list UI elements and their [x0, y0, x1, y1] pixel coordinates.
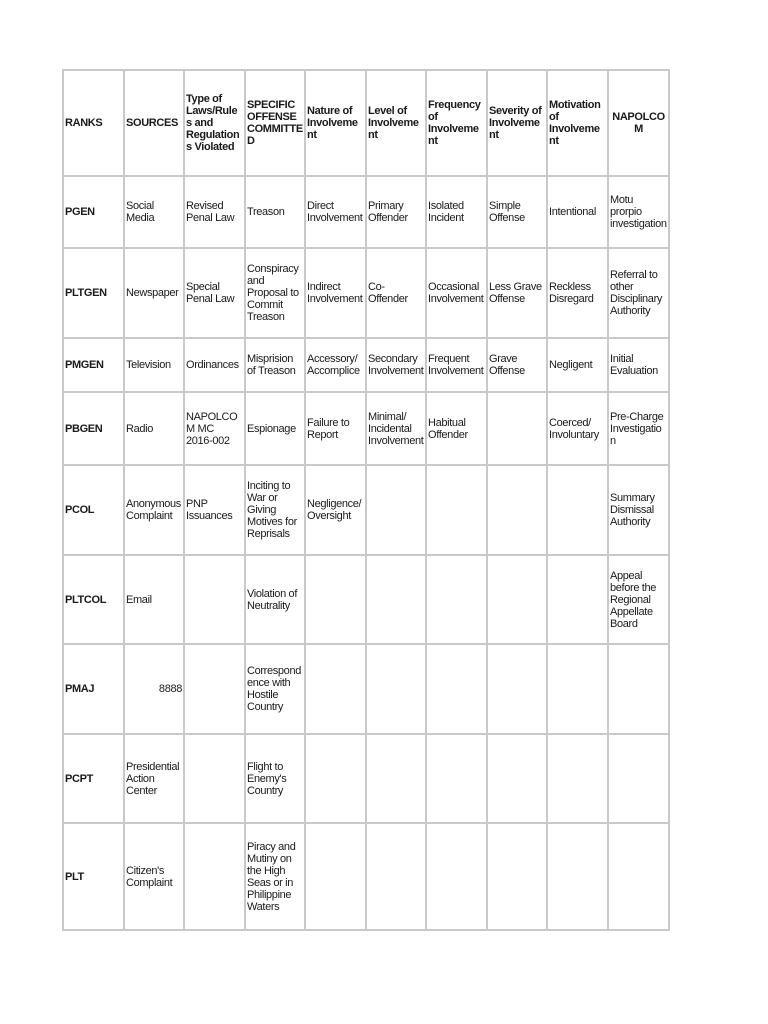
motivation-cell	[547, 823, 608, 930]
source-cell: Newspaper	[124, 248, 184, 338]
motivation-cell: Negligent	[547, 338, 608, 392]
source-cell: Anonymous Complaint	[124, 465, 184, 555]
law-type-cell: Ordinances	[184, 338, 245, 392]
table-row	[63, 338, 669, 392]
motivation-cell	[547, 734, 608, 823]
severity-cell	[487, 823, 547, 930]
severity-cell	[487, 734, 547, 823]
header-cell-type-of-laws: Type of Laws/Rules and Regulations Violated	[184, 70, 245, 176]
severity-cell: Less Grave Offense	[487, 248, 547, 338]
source-cell: Citizen's Complaint	[124, 823, 184, 930]
law-type-cell: Revised Penal Law	[184, 176, 245, 248]
offense-cell: Violation of Neutrality	[245, 555, 305, 644]
level-cell: Secondary Involvement	[366, 338, 426, 392]
level-cell	[366, 644, 426, 734]
severity-cell	[487, 644, 547, 734]
nature-cell: Direct Involvement	[305, 176, 366, 248]
rank-cell: PLTGEN	[63, 248, 124, 338]
law-type-cell: Special Penal Law	[184, 248, 245, 338]
severity-cell	[487, 465, 547, 555]
table-row	[63, 734, 669, 823]
header-cell-sources: SOURCES	[124, 70, 184, 176]
offense-cell: Correspondence with Hostile Country	[245, 644, 305, 734]
header-cell-severity: Severity of Involvement	[487, 70, 547, 176]
frequency-cell	[426, 644, 487, 734]
nature-cell	[305, 734, 366, 823]
rank-cell: PCPT	[63, 734, 124, 823]
level-cell	[366, 823, 426, 930]
source-cell: 8888	[124, 644, 184, 734]
offense-cell: Piracy and Mutiny on the High Seas or in Philippine Waters	[245, 823, 305, 930]
napolcom-cell: Pre-Charge Investigation	[608, 392, 669, 465]
table-row	[63, 392, 669, 465]
law-type-cell	[184, 734, 245, 823]
nature-cell	[305, 644, 366, 734]
nature-cell: Negligence/ Oversight	[305, 465, 366, 555]
nature-cell: Accessory/ Accomplice	[305, 338, 366, 392]
header-cell-ranks: RANKS	[63, 70, 124, 176]
severity-cell	[487, 555, 547, 644]
table-row	[63, 823, 669, 930]
napolcom-cell: Referral to other Disciplinary Authority	[608, 248, 669, 338]
nature-cell	[305, 555, 366, 644]
header-cell-specific-offense: SPECIFIC OFFENSE COMMITTED	[245, 70, 305, 176]
motivation-cell	[547, 555, 608, 644]
frequency-cell: Habitual Offender	[426, 392, 487, 465]
frequency-cell: Occasional Involvement	[426, 248, 487, 338]
napolcom-cell	[608, 734, 669, 823]
header-row	[63, 70, 669, 176]
motivation-cell	[547, 465, 608, 555]
source-cell: Television	[124, 338, 184, 392]
offense-cell: Flight to Enemy's Country	[245, 734, 305, 823]
rank-cell: PLTCOL	[63, 555, 124, 644]
level-cell	[366, 734, 426, 823]
napolcom-cell: Appeal before the Regional Appellate Board	[608, 555, 669, 644]
header-cell-napolcom: NAPOLCOM	[608, 70, 669, 176]
frequency-cell	[426, 465, 487, 555]
level-cell: Primary Offender	[366, 176, 426, 248]
offense-matrix-table	[62, 69, 670, 931]
table-row	[63, 555, 669, 644]
header-cell-motivation: Motivation of Involvement	[547, 70, 608, 176]
header-cell-nature: Nature of Involvement	[305, 70, 366, 176]
napolcom-cell: Initial Evaluation	[608, 338, 669, 392]
header-cell-level: Level of Involvement	[366, 70, 426, 176]
severity-cell	[487, 392, 547, 465]
source-cell: Email	[124, 555, 184, 644]
rank-cell: PMAJ	[63, 644, 124, 734]
law-type-cell: NAPOLCOM MC 2016-002	[184, 392, 245, 465]
rank-cell: PCOL	[63, 465, 124, 555]
header-cell-frequency: Frequency of Involvement	[426, 70, 487, 176]
motivation-cell: Reckless Disregard	[547, 248, 608, 338]
table-row	[63, 465, 669, 555]
frequency-cell	[426, 823, 487, 930]
rank-cell: PGEN	[63, 176, 124, 248]
source-cell: Radio	[124, 392, 184, 465]
frequency-cell	[426, 555, 487, 644]
motivation-cell: Coerced/ Involuntary	[547, 392, 608, 465]
frequency-cell	[426, 734, 487, 823]
frequency-cell: Frequent Involvement	[426, 338, 487, 392]
offense-cell: Misprision of Treason	[245, 338, 305, 392]
law-type-cell: PNP Issuances	[184, 465, 245, 555]
frequency-cell: Isolated Incident	[426, 176, 487, 248]
rank-cell: PBGEN	[63, 392, 124, 465]
law-type-cell	[184, 823, 245, 930]
napolcom-cell	[608, 644, 669, 734]
source-cell: Presidential Action Center	[124, 734, 184, 823]
table-row	[63, 176, 669, 248]
table-row	[63, 644, 669, 734]
napolcom-cell: Summary Dismissal Authority	[608, 465, 669, 555]
offense-cell: Espionage	[245, 392, 305, 465]
severity-cell: Grave Offense	[487, 338, 547, 392]
level-cell: Co-Offender	[366, 248, 426, 338]
level-cell	[366, 555, 426, 644]
rank-cell: PMGEN	[63, 338, 124, 392]
motivation-cell	[547, 644, 608, 734]
nature-cell: Indirect Involvement	[305, 248, 366, 338]
offense-cell: Conspiracy and Proposal to Commit Treason	[245, 248, 305, 338]
nature-cell: Failure to Report	[305, 392, 366, 465]
napolcom-cell	[608, 823, 669, 930]
law-type-cell	[184, 644, 245, 734]
offense-cell: Inciting to War or Giving Motives for Reprisals	[245, 465, 305, 555]
law-type-cell	[184, 555, 245, 644]
table-row	[63, 248, 669, 338]
level-cell: Minimal/ Incidental Involvement	[366, 392, 426, 465]
offense-cell: Treason	[245, 176, 305, 248]
source-cell: Social Media	[124, 176, 184, 248]
motivation-cell: Intentional	[547, 176, 608, 248]
rank-cell: PLT	[63, 823, 124, 930]
severity-cell: Simple Offense	[487, 176, 547, 248]
level-cell	[366, 465, 426, 555]
napolcom-cell: Motu prorpio investigation	[608, 176, 669, 248]
nature-cell	[305, 823, 366, 930]
